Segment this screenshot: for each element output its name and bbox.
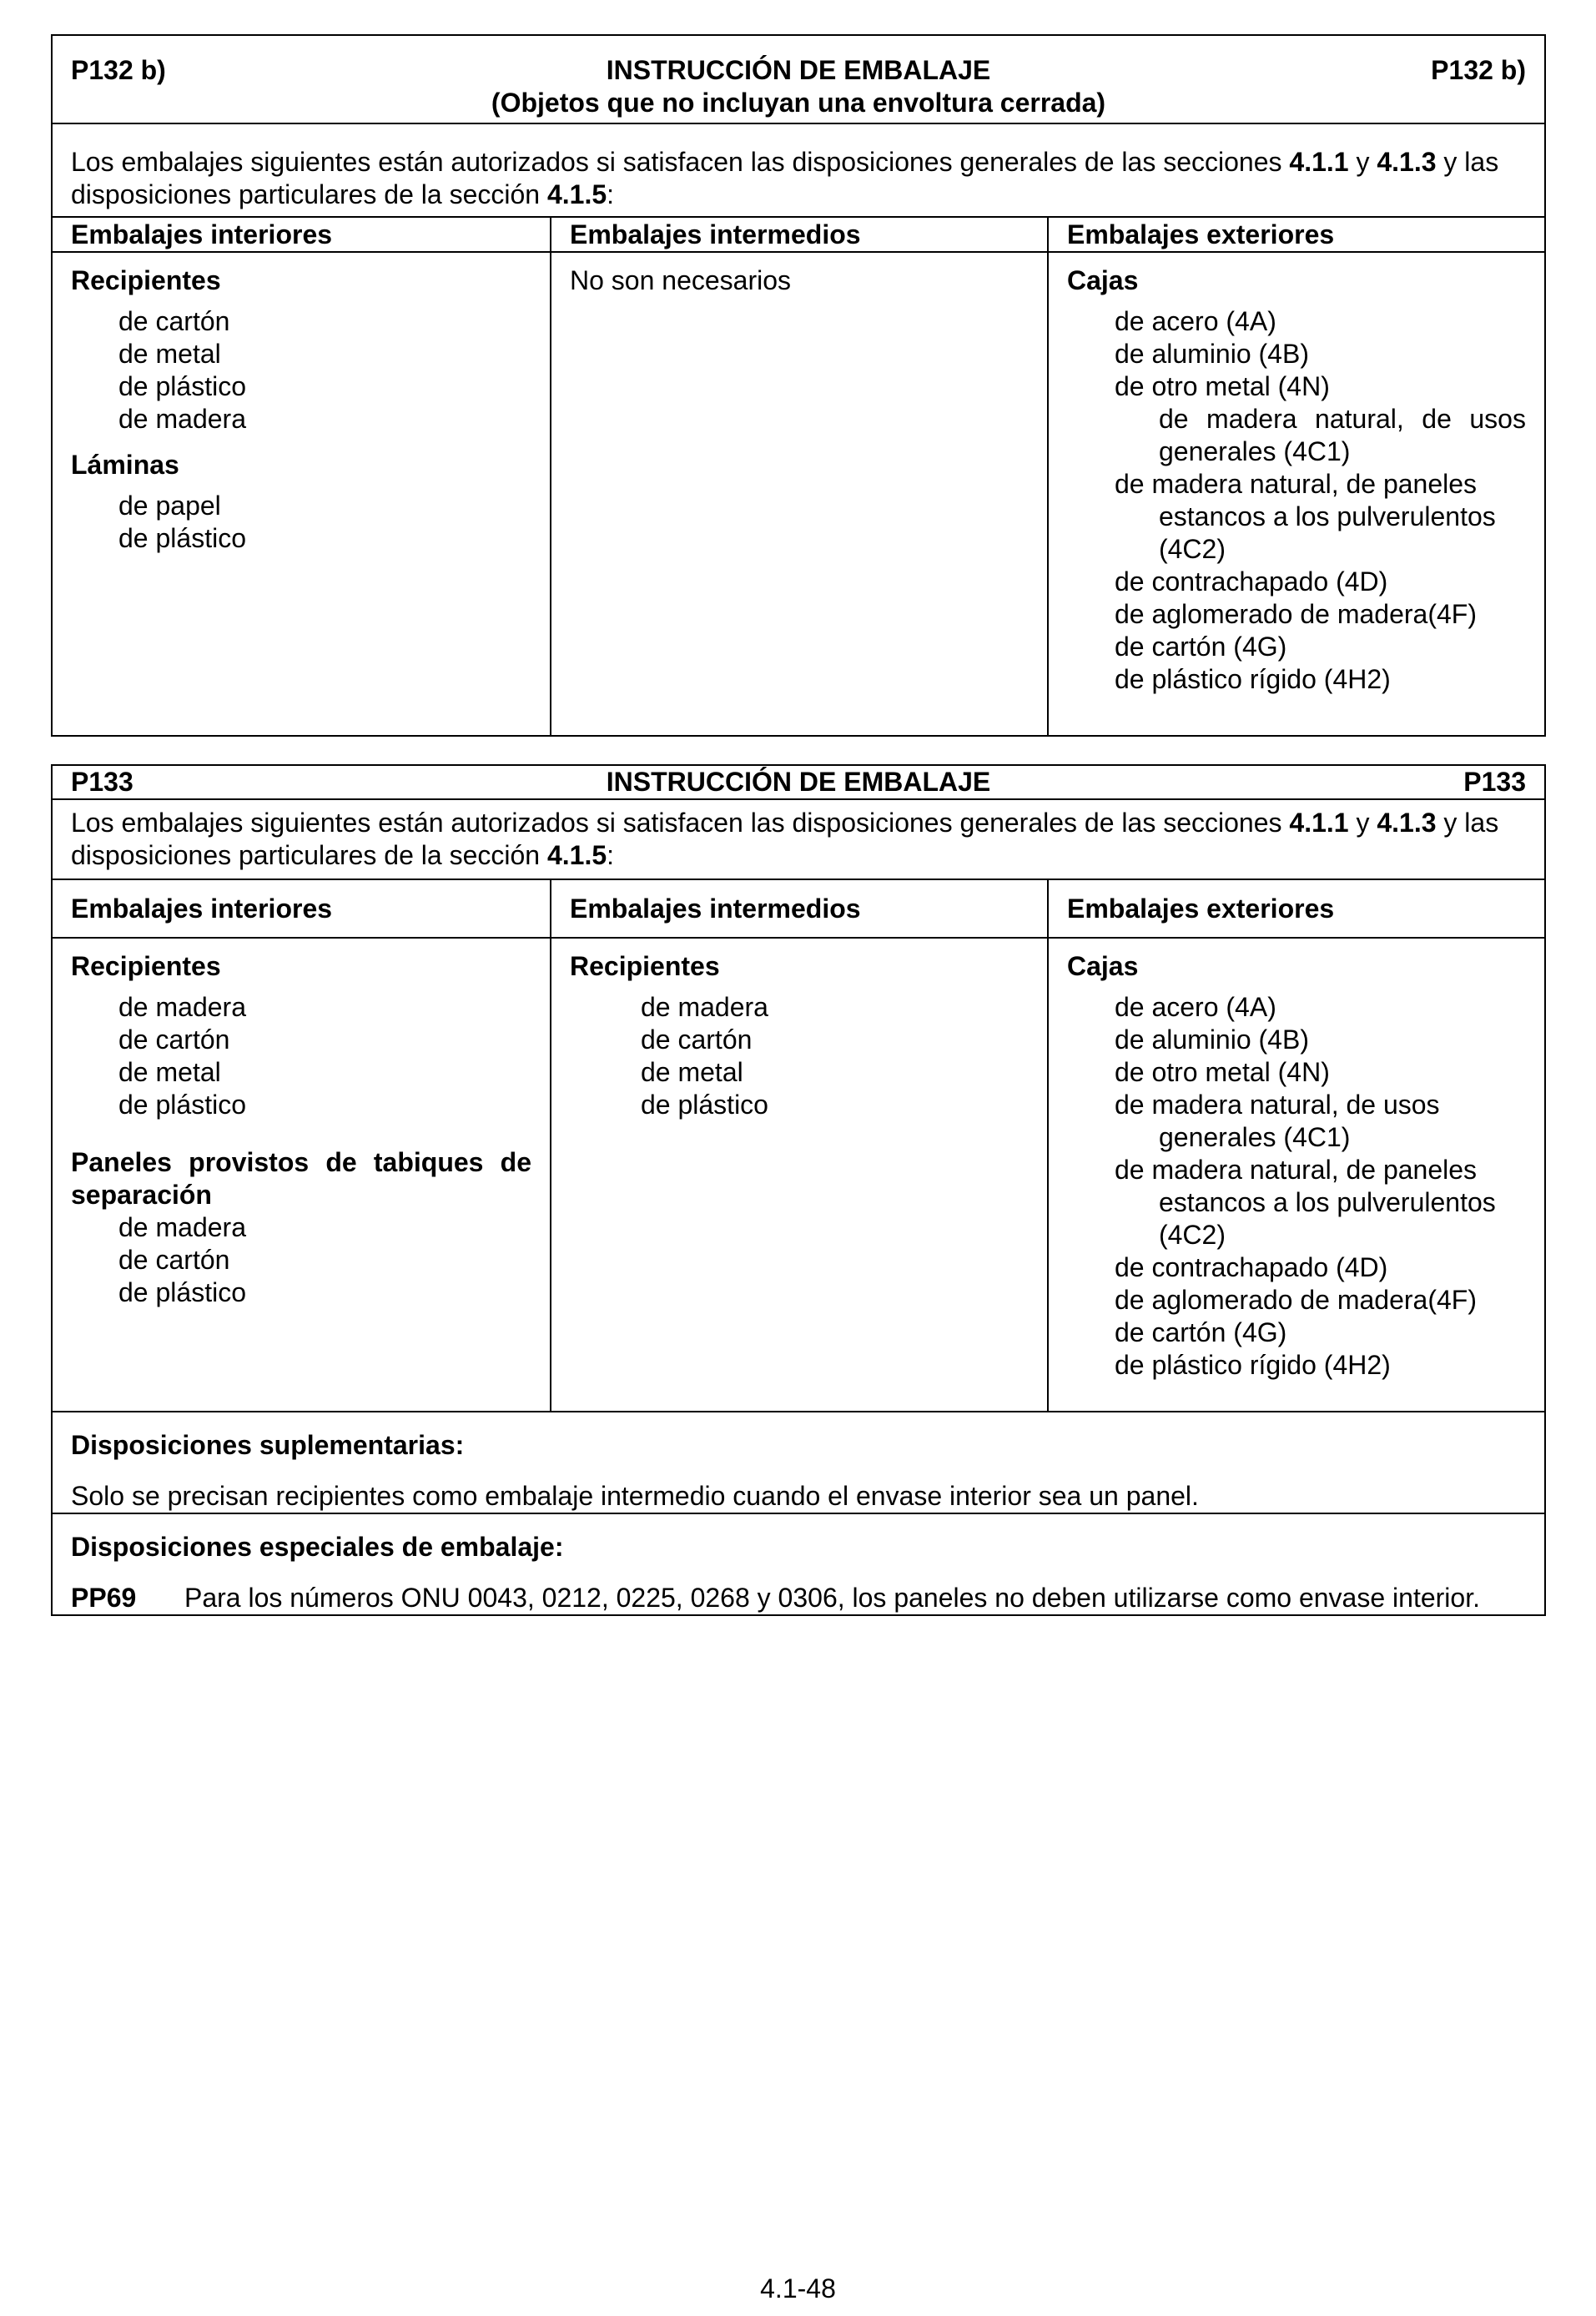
list-item: de aglomerado de madera(4F)	[1114, 599, 1477, 629]
instruction-code-left: P132 b)	[71, 55, 166, 85]
col-header-inner: Embalajes interiores	[71, 219, 333, 249]
list-item: de cartón (4G)	[1114, 1317, 1287, 1347]
table-header	[53, 766, 1544, 800]
col-header-outer: Embalajes exteriores	[1047, 880, 1544, 937]
group-title: Paneles provistos de tabiques de separación	[71, 1147, 531, 1210]
section-ref: 4.1.1	[1289, 808, 1349, 838]
provision-text: Para los números ONU 0043, 0212, 0225, 0268 y 0306, los paneles no deben utilizarse como envase interior.	[184, 1583, 1480, 1613]
columns-body	[53, 253, 1544, 735]
list-item: de aluminio (4B)	[1114, 339, 1309, 369]
section-ref: 4.1.5	[546, 840, 607, 870]
group-title: Recipientes	[71, 265, 221, 295]
list-item: (4C2)	[1158, 534, 1226, 564]
list-item: de papel	[118, 491, 221, 521]
list-item: de plástico	[118, 1090, 246, 1120]
list-item: (4C2)	[1158, 1220, 1226, 1250]
section-ref: 4.1.3	[1377, 808, 1437, 838]
list-item: de madera natural, de usos	[1158, 404, 1526, 434]
group-title: Cajas	[1066, 265, 1139, 295]
list-item: de aluminio (4B)	[1114, 1025, 1309, 1055]
provision-row	[71, 1582, 1526, 1614]
columns-body	[53, 939, 1544, 1411]
list-item: estancos a los pulverulentos	[1158, 1187, 1496, 1217]
intermediate-column	[550, 939, 1047, 1411]
list-item: de plástico rígido (4H2)	[1114, 1350, 1391, 1380]
inner-column	[53, 253, 550, 735]
group-title: Recipientes	[569, 951, 720, 981]
list-item: de madera	[640, 992, 768, 1022]
list-item: de otro metal (4N)	[1114, 371, 1330, 401]
list-item: de acero (4A)	[1114, 306, 1276, 336]
instruction-title: INSTRUCCIÓN DE EMBALAJE	[606, 55, 991, 85]
list-item: de madera natural, de usos	[1114, 1090, 1440, 1120]
list-item: de cartón (4G)	[1114, 632, 1287, 662]
list-item: de contrachapado (4D)	[1114, 1252, 1388, 1282]
intro-text: Los embalajes siguientes están autorizados si satisfacen las disposiciones generales de las secciones	[71, 808, 1290, 838]
list-item: de cartón	[118, 1245, 230, 1275]
list-item: de madera	[118, 404, 246, 434]
col-header-outer: Embalajes exteriores	[1047, 218, 1544, 251]
list-item: de madera	[118, 992, 246, 1022]
list-item: de metal	[118, 339, 221, 369]
list-item: generales (4C1)	[1158, 436, 1351, 466]
page-number: 4.1-48	[760, 2273, 836, 2303]
intro-text: :	[607, 179, 615, 209]
column-headers	[53, 218, 1544, 253]
outer-column	[1047, 939, 1544, 1411]
list-item: de metal	[640, 1057, 743, 1087]
outer-column	[1047, 253, 1544, 735]
special-packing-provisions	[53, 1513, 1544, 1614]
instruction-code-left: P133	[71, 767, 133, 797]
list-item: generales (4C1)	[1158, 1122, 1351, 1152]
special-title: Disposiciones especiales de embalaje:	[71, 1532, 564, 1562]
list-item: de otro metal (4N)	[1114, 1057, 1330, 1087]
list-item: de madera natural, de paneles	[1114, 469, 1478, 499]
list-item: estancos a los pulverulentos	[1158, 501, 1496, 531]
list-item: de metal	[118, 1057, 221, 1087]
list-item: de cartón	[118, 306, 230, 336]
intro-text: y las disposiciones particulares de la sección	[71, 808, 1499, 870]
inner-column	[53, 939, 550, 1411]
supplementary-provisions	[53, 1411, 1544, 1513]
supplementary-text: Solo se precisan recipientes como embalaje intermedio cuando el envase interior sea un panel.	[71, 1481, 1199, 1511]
intro-text: y	[1348, 808, 1377, 838]
list-item: de cartón	[118, 1025, 230, 1055]
section-ref: 4.1.3	[1377, 147, 1437, 177]
list-item: de plástico	[118, 371, 246, 401]
list-item: de plástico rígido (4H2)	[1114, 664, 1391, 694]
packing-instruction-p132b	[51, 34, 1546, 737]
section-ref: 4.1.5	[546, 179, 607, 209]
provision-code: PP69	[71, 1583, 137, 1613]
instruction-code-right: P133	[1463, 767, 1526, 797]
group-title: Láminas	[71, 450, 179, 480]
col-header-intermediate: Embalajes intermedios	[550, 218, 1047, 251]
list-item: de cartón	[640, 1025, 753, 1055]
intro-text: :	[607, 840, 615, 870]
supplementary-title: Disposiciones suplementarias:	[71, 1430, 465, 1460]
section-ref: 4.1.1	[1289, 147, 1349, 177]
packing-instruction-p133	[51, 764, 1546, 1616]
column-headers	[53, 880, 1544, 939]
list-item: de plástico	[118, 1277, 246, 1307]
list-item: de plástico	[118, 523, 246, 553]
instruction-code-right: P132 b)	[1431, 55, 1526, 85]
group-title: Recipientes	[71, 951, 221, 981]
intro-text: Los embalajes siguientes están autorizados si satisfacen las disposiciones generales de las secciones	[71, 147, 1290, 177]
intermediate-column	[550, 253, 1047, 735]
instruction-subtitle: (Objetos que no incluyan una envoltura cerrada)	[491, 88, 1106, 118]
intro-text: y las disposiciones particulares de la sección	[71, 147, 1499, 209]
intro-paragraph	[53, 124, 1544, 218]
intro-paragraph	[53, 800, 1544, 880]
list-item: de aglomerado de madera(4F)	[1114, 1285, 1477, 1315]
col-header-inner: Embalajes interiores	[71, 894, 333, 924]
intermediate-text: No son necesarios	[569, 265, 792, 295]
list-item: de madera natural, de paneles	[1114, 1155, 1478, 1185]
list-item: de madera	[118, 1212, 246, 1242]
list-item: de acero (4A)	[1114, 992, 1276, 1022]
table-header	[53, 36, 1544, 124]
list-item: de contrachapado (4D)	[1114, 566, 1388, 597]
col-header-intermediate: Embalajes intermedios	[550, 880, 1047, 937]
list-item: de plástico	[640, 1090, 768, 1120]
intro-text: y	[1348, 147, 1377, 177]
instruction-title: INSTRUCCIÓN DE EMBALAJE	[606, 767, 991, 797]
group-title: Cajas	[1066, 951, 1139, 981]
